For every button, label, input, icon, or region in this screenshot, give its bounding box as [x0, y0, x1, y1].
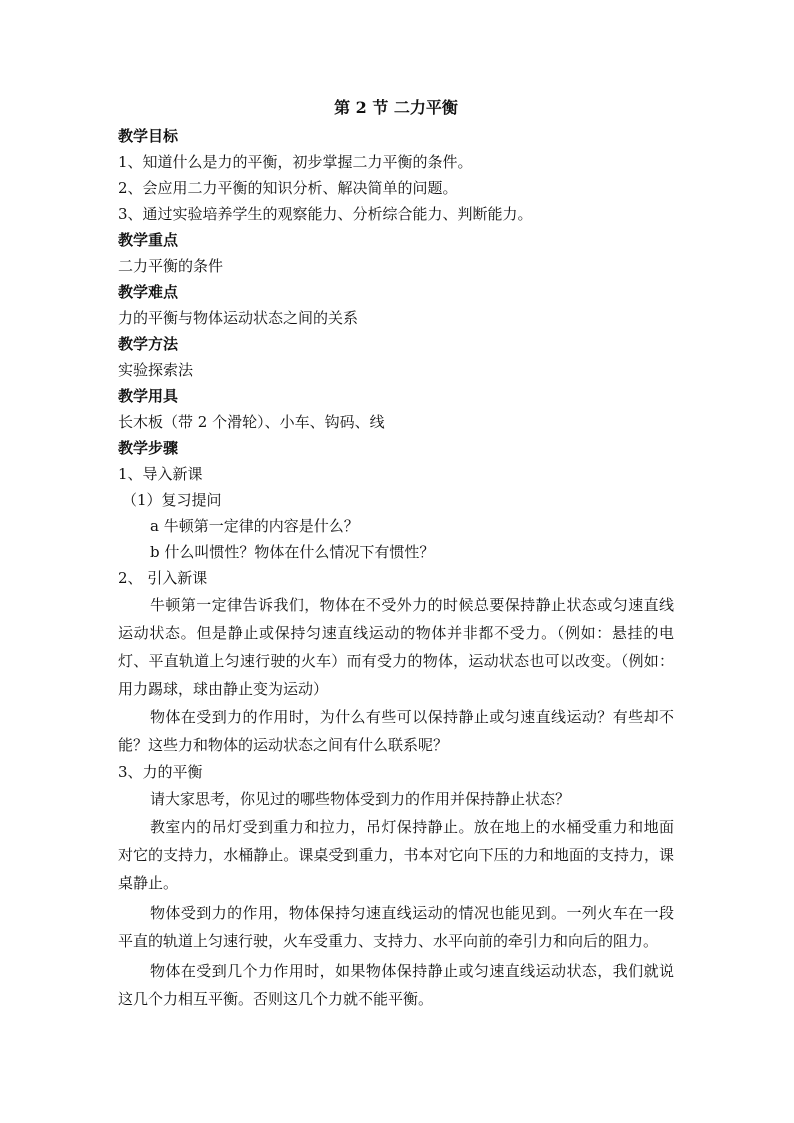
- step-2-paragraph: 物体在受到力的作用时，为什么有些可以保持静止或匀速直线运动？有些却不能？这些力和物体的运动状态之间有什么联系呢？: [118, 708, 674, 754]
- tools-text: 长木板（带 2 个滑轮）、小车、钩码、线: [118, 413, 385, 431]
- key-point-text: 二力平衡的条件: [118, 257, 224, 275]
- method-text: 实验探索法: [118, 361, 194, 379]
- objective-item: 1、知道什么是力的平衡，初步掌握二力平衡的条件。: [118, 153, 473, 171]
- step-2-paragraph: 牛顿第一定律告诉我们，物体在不受外力的时候总要保持静止状态或匀速直线运动状态。但是静止或保持匀速直线运动的物体并非都不受力。（例如：悬挂的电灯、平直轨道上匀速行驶的火车）而有受力的物体，运动状态也可以改变。（例如：用力踢球，球由静止变为运动）: [118, 596, 674, 698]
- step-1-question-b: b 什么叫惯性？物体在什么情况下有惯性？: [150, 543, 435, 561]
- step-1-question-a: a 牛顿第一定律的内容是什么？: [150, 517, 359, 535]
- page-title: 第 2 节 二力平衡: [334, 98, 458, 117]
- tools-heading: 教学用具: [118, 387, 179, 405]
- step-3-title: 3、力的平衡: [118, 763, 203, 781]
- difficulty-heading: 教学难点: [118, 283, 179, 301]
- step-3-paragraph: 物体在受到几个力作用时，如果物体保持静止或匀速直线运动状态，我们就说这几个力相互平衡。否则这几个力就不能平衡。: [118, 962, 674, 1008]
- objectives-heading: 教学目标: [118, 127, 179, 145]
- method-heading: 教学方法: [118, 335, 179, 353]
- step-1-subtitle: （1）复习提问: [122, 491, 222, 509]
- key-point-heading: 教学重点: [118, 231, 179, 249]
- step-3-paragraph: 请大家思考，你见过的哪些物体受到力的作用并保持静止状态？: [150, 790, 571, 808]
- objective-item: 3、通过实验培养学生的观察能力、分析综合能力、判断能力。: [118, 205, 533, 223]
- difficulty-text: 力的平衡与物体运动状态之间的关系: [118, 309, 359, 327]
- step-3-paragraph: 教室内的吊灯受到重力和拉力，吊灯保持静止。放在地上的水桶受重力和地面对它的支持力，水桶静止。课桌受到重力，书本对它向下压的力和地面的支持力，课桌静止。: [118, 818, 674, 892]
- step-3-paragraph: 物体受到力的作用，物体保持匀速直线运动的情况也能见到。一列火车在一段平直的轨道上匀速行驶，火车受重力、支持力、水平向前的牵引力和向后的阻力。: [118, 904, 674, 950]
- step-1-title: 1、导入新课: [118, 465, 203, 483]
- step-2-title: 2、 引入新课: [118, 569, 208, 587]
- steps-heading: 教学步骤: [118, 439, 179, 457]
- objective-item: 2、会应用二力平衡的知识分析、解决简单的问题。: [118, 179, 458, 197]
